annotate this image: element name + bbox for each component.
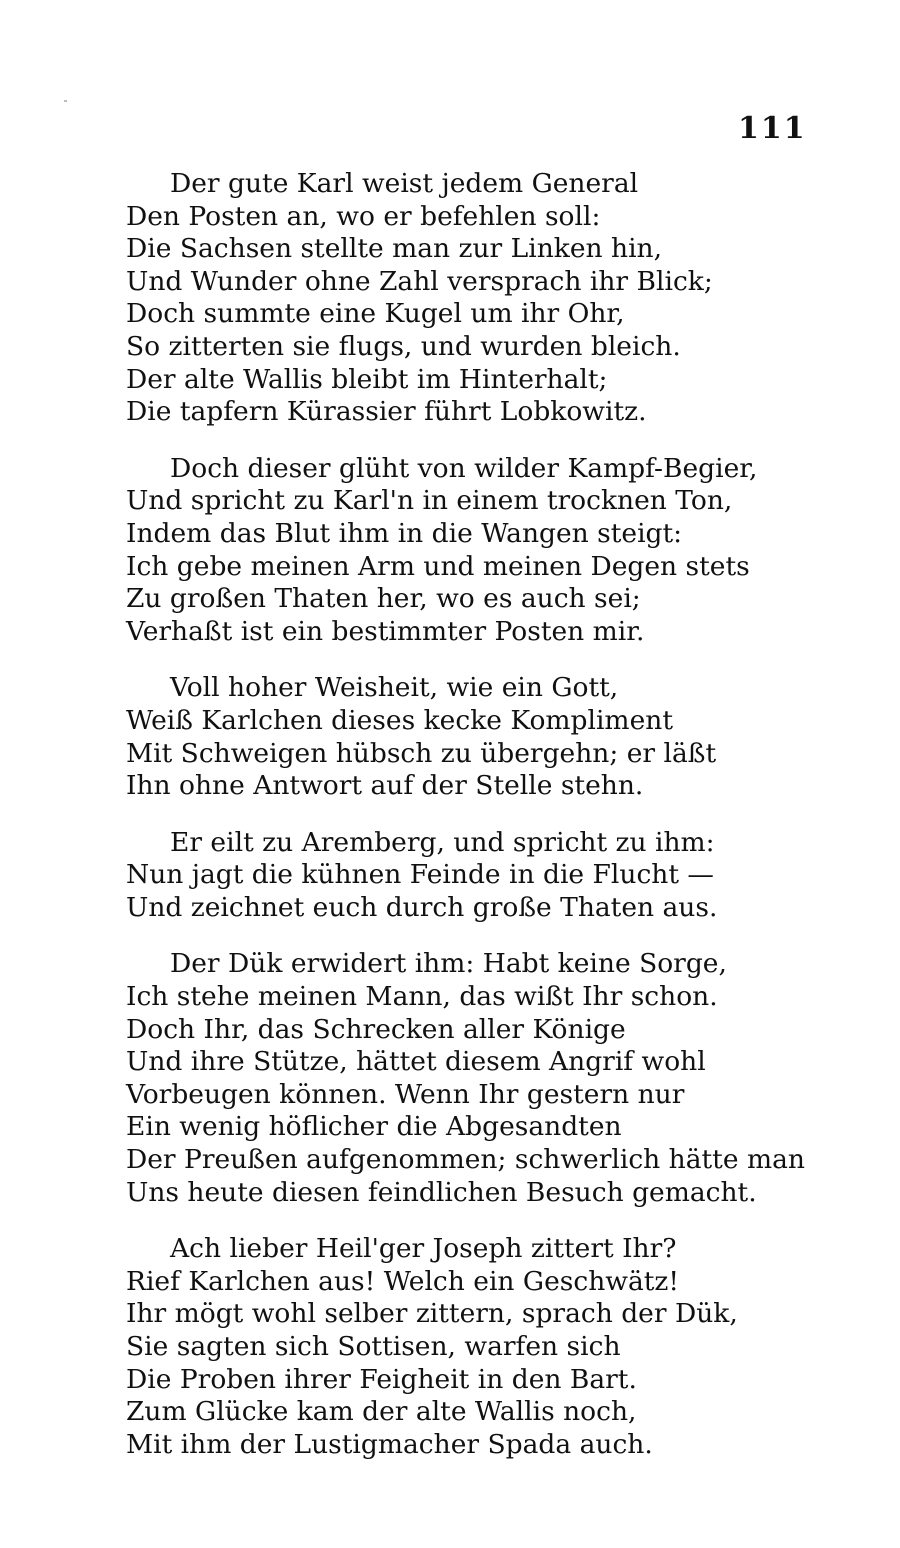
verse-line: Ein wenig höflicher die Abgesandten [126,1111,622,1143]
stanza [126,948,805,1209]
verse-line: Sie sagten sich Sottisen, warfen sich [126,1331,621,1362]
verse-line: Der alte Wallis bleibt im Hinterhalt; [126,363,608,395]
poem-text [126,168,805,1461]
stanza [126,827,766,925]
verse-line: Ich stehe meinen Mann, das wißt Ihr schon. [126,981,718,1013]
verse-line: Und zeichnet euch durch große Thaten aus. [126,891,718,923]
verse-line: Die Proben ihrer Feigheit in den Bart. [126,1363,637,1395]
verse-line: Den Posten an, wo er befehlen soll: [126,200,601,232]
verse-line: Ihn ohne Antwort auf der Stelle stehn. [126,770,644,802]
verse-line: Mit ihm der Lustigmacher Spada auch. [126,1428,653,1460]
verse-line: Und spricht zu Karl'n in einem trocknen Ton, [126,485,733,517]
verse-line: Indem das Blut ihm in die Wangen steigt: [126,517,683,549]
stanza [126,168,766,429]
verse-line: Zu großen Thaten her, wo es auch sei; [126,583,641,615]
verse-line: Doch dieser glüht von wilder Kampf-Begier, [170,452,758,484]
stanza [126,453,766,649]
verse-line: Ihr mögt wohl selber zittern, sprach der Dük, [126,1298,738,1330]
verse-line: Die tapfern Kürassier führt Lobkowitz. [126,396,647,428]
verse-line: Weiß Karlchen dieses kecke Kompliment [126,704,673,736]
verse-line: Mit Schweigen hübsch zu übergehn; er läßt [126,737,717,769]
verse-line: Ich gebe meinen Arm und meinen Degen stets [126,550,750,582]
verse-line: So zitterten sie flugs, und wurden bleich. [126,330,681,362]
verse-line: Und ihre Stütze, hättet diesem Angrif wohl [126,1046,706,1078]
verse-line: Und Wunder ohne Zahl versprach ihr Blick; [126,265,713,297]
verse-line: Ach lieber Heil'ger Joseph zittert Ihr? [170,1233,677,1265]
page-number: 111 [738,111,807,146]
stanza [126,1233,766,1461]
verse-line: Der gute Karl weist jedem General [170,168,639,199]
verse-line: Zum Glücke kam der alte Wallis noch, [126,1396,637,1428]
verse-line: Die Sachsen stellte man zur Linken hin, [126,233,663,265]
verse-line: Nun jagt die kühnen Feinde in die Flucht — [126,859,714,891]
verse-line: Der Preußen aufgenommen; schwerlich hätte man [126,1144,805,1176]
verse-line: Verhaßt ist ein bestimmter Posten mir. [126,615,645,647]
verse-line: Der Dük erwidert ihm: Habt keine Sorge, [170,948,727,980]
verse-line: Uns heute diesen feindlichen Besuch gemacht. [126,1176,757,1208]
verse-line: Rief Karlchen aus! Welch ein Geschwätz! [126,1265,680,1297]
verse-line: Voll hoher Weisheit, wie ein Gott, [170,672,619,704]
verse-line: Vorbeugen können. Wenn Ihr gestern nur [126,1078,685,1110]
page-speck [64,100,67,102]
stanza [126,672,766,802]
verse-line: Er eilt zu Aremberg, und spricht zu ihm: [170,826,715,858]
verse-line: Doch summte eine Kugel um ihr Ohr, [126,298,625,330]
verse-line: Doch Ihr, das Schrecken aller Könige [126,1013,626,1045]
